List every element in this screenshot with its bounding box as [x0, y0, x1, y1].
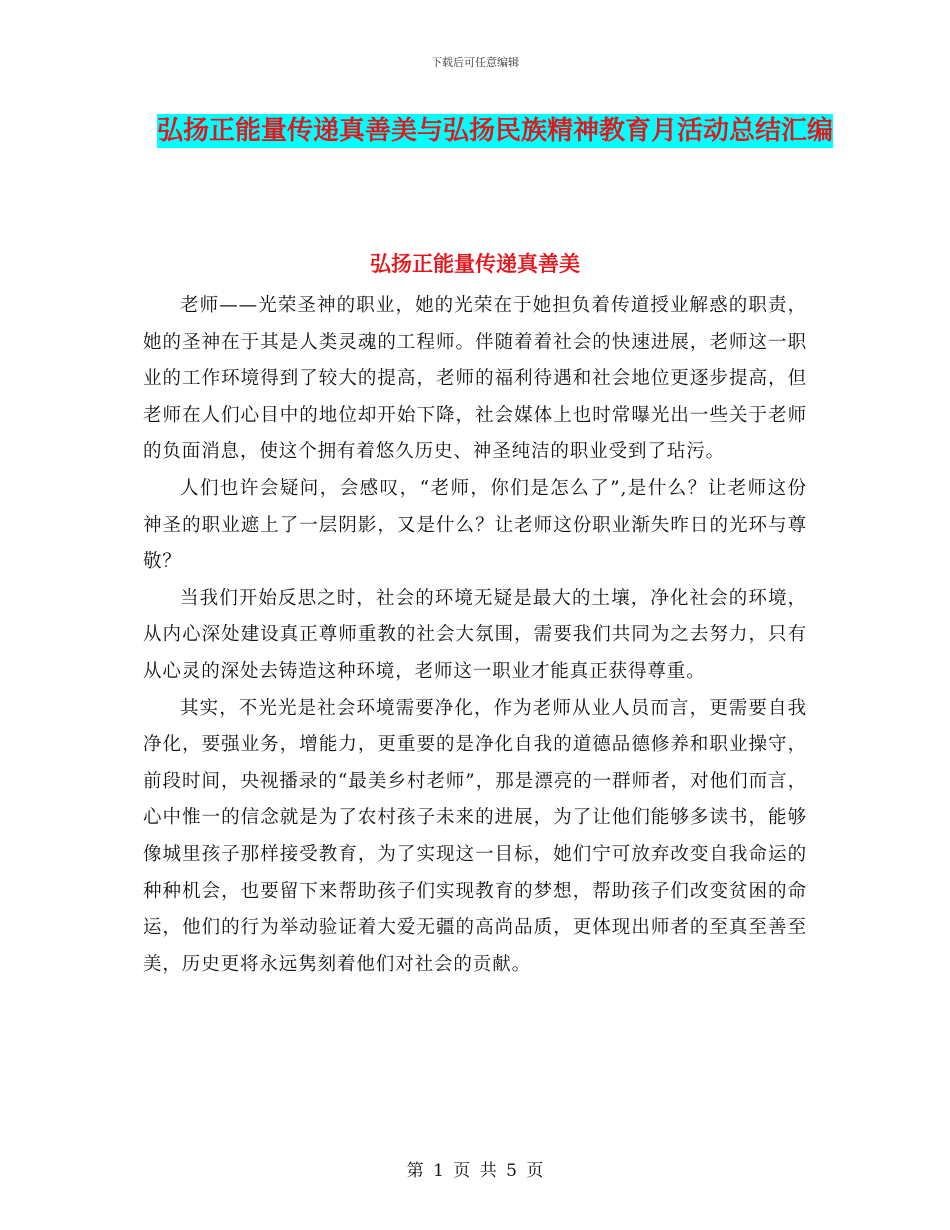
paragraph: 其实，不光光是社会环境需要净化，作为老师从业人员而言，更需要自我净化，要强业务，增能力，更重要的是净化自我的道德品德修养和职业操守，前段时间，央视播录的“最美乡村老师”，那是漂亮的一群师者，对他们而言，心中惟一的信念就是为了农村孩子未来的进展，为了让他们能够多读书，能够像城里孩子那样接受教育，为了实现这一目标，她们宁可放弃改变自我命运的种种机会，也要留下来帮助孩子们实现教育的梦想，帮助孩子们改变贫困的命运，他们的行为举动验证着大爱无疆的高尚品质，更体现出师者的至真至善至美，历史更将永远隽刻着他们对社会的贡献。 [143, 697, 807, 975]
document-body [143, 288, 807, 983]
document-title [150, 108, 840, 154]
paragraph: 老师——光荣圣神的职业，她的光荣在于她担负着传道授业解惑的职责，她的圣神在于其是人类灵魂的工程师。伴随着着社会的快速进展，老师这一职业的工作环境得到了较大的提高，老师的福利待遇和社会地位更逐步提高，但老师在人们心目中的地位却开始下降，社会媒体上也时常曝光出一些关于老师的负面消息，使这个拥有着悠久历史、神圣纯洁的职业受到了玷污。 [143, 295, 807, 463]
paragraph: 当我们开始反思之时，社会的环境无疑是最大的土壤，净化社会的环境，从内心深处建设真正尊师重教的社会大氛围，需要我们共同为之去努力，只有从心灵的深处去铸造这种环境，老师这一职业才能真正获得尊重。 [143, 587, 807, 682]
header-note: 下载后可任意编辑 [431, 56, 519, 69]
page-number: 第 1 页 共 5 页 [406, 1161, 544, 1181]
document-title-text: 弘扬正能量传递真善美与弘扬民族精神教育月活动总结汇编 [156, 116, 833, 146]
paragraph: 人们也许会疑问，会感叹，“老师，你们是怎么了”,是什么？让老师这份神圣的职业遮上了一层阴影，又是什么？让老师这份职业渐失昨日的光环与尊敬？ [143, 477, 807, 573]
section-heading: 弘扬正能量传递真善美 [370, 252, 580, 276]
